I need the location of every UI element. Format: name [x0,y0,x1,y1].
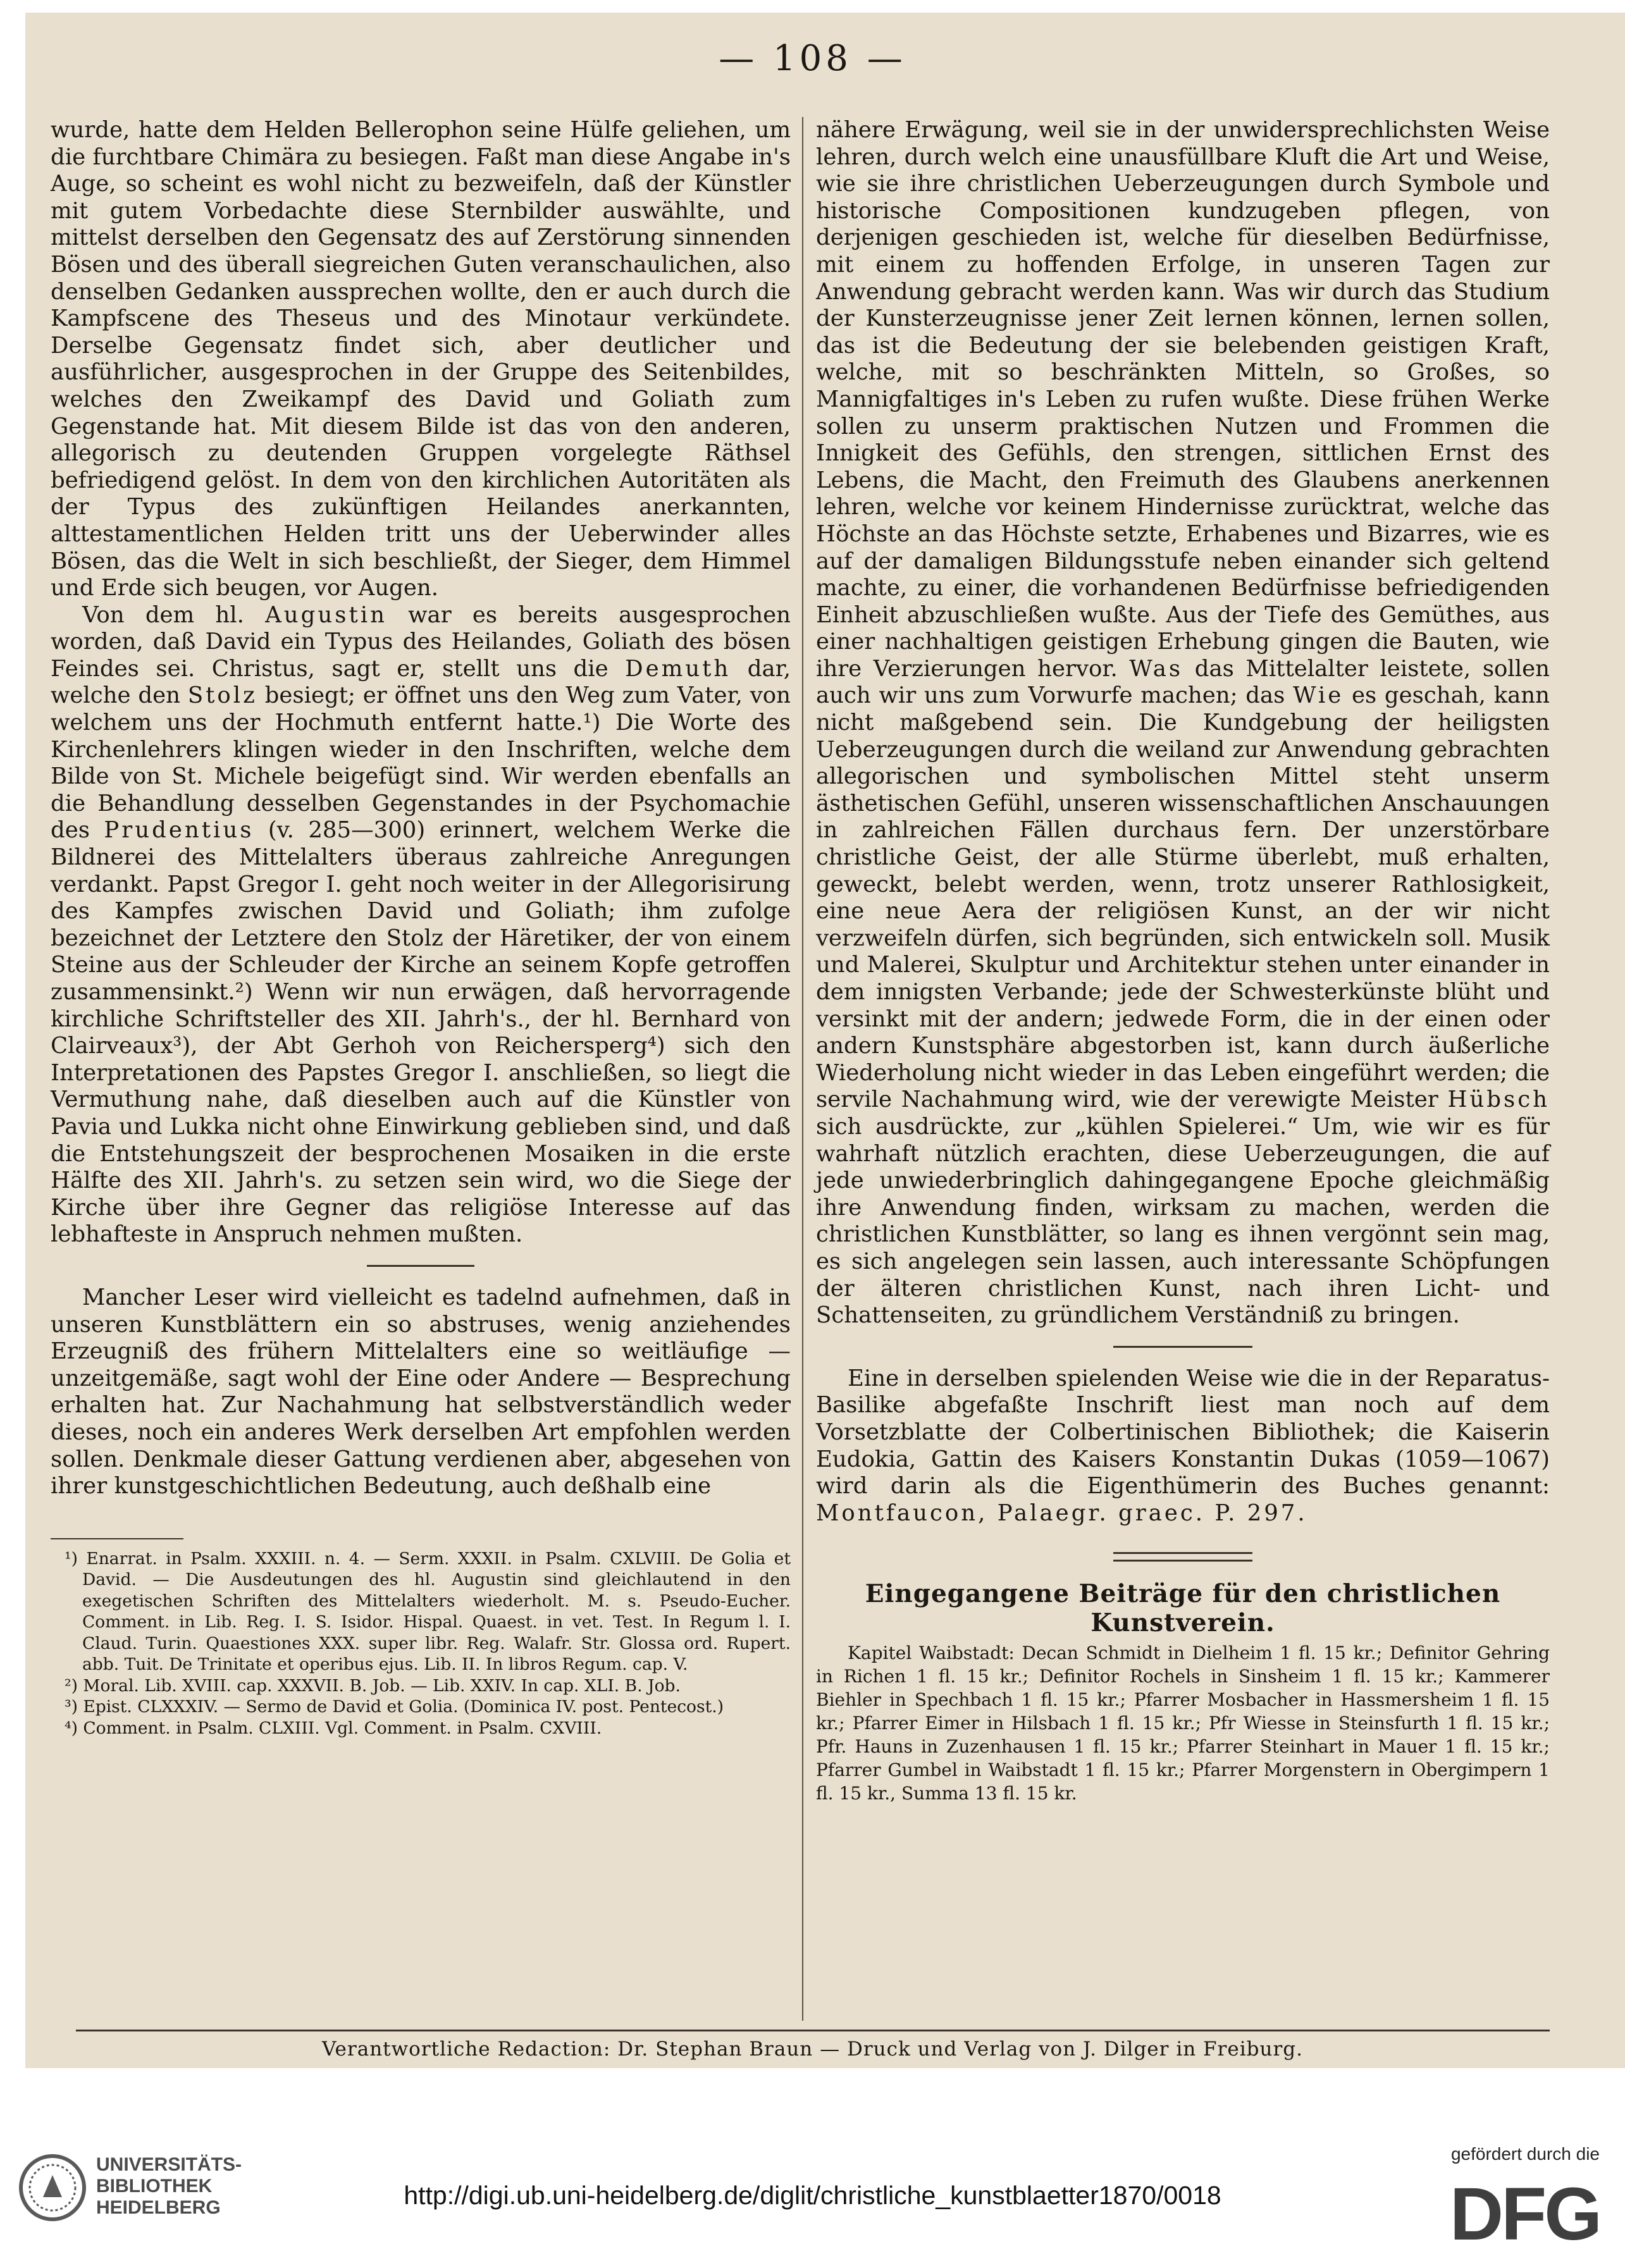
source-url-link[interactable]: http://digi.ub.uni-heidelberg.de/diglit/christliche_kunstblaetter1870/0018 [404,2181,1221,2210]
page-number: — 108 — [719,38,906,79]
paragraph-3: Mancher Leser wird vielleicht es tadelnd aufnehmen, daß in unseren Kunstblättern ein so abstruses, wenig anziehendes Erzeugniß des frühern Mittelalters eine so weitläufige — unzeitgemäße, sagt wohl der Eine oder Andere — Besprechung erhalten hat. Zur Nachahmung hat selbstverständlich weder dieses, noch ein anderes Werk derselben Art empfohlen werden sollen. Denkmale dieser Gattung verdienen aber, abgesehen von ihrer kunstgeschichtlichen Bedeutung, auch deßhalb eine [51,1284,791,1500]
footnote-3: ³) Epist. CLXXXIV. — Sermo de David et Golia. (Dominica IV. post. Pentecost.) [65,1697,724,1717]
word-demuth: Demuth [625,655,731,682]
word-wie: Wie [1293,682,1344,709]
imprint-rule [76,2030,1550,2031]
footnotes [51,1548,791,1739]
paragraph-1: wurde, hatte dem Helden Bellerophon seine Hülfe geliehen, um die furchtbare Chimära zu besiegen. Faßt man diese Angabe in's Auge, so scheint es wohl nicht zu bezweifeln, daß der Künstler mit gutem Vorbedachte diese Sternbilder auswählte, und mittelst derselben den Gegensatz des auf Zerstörung sinnenden Bösen und des überall siegreichen Guten veranschaulichen, also denselben Gedanken aussprechen wollte, den er auch durch die Kampfscene des Theseus und des Minotaur verkündete. Derselbe Gegensatz findet sich, aber deutlicher und ausführlicher, ausgesprochen in der Gruppe des Seitenbildes, welches den Zweikampf des David und Goliath zum Gegenstande hat. Mit diesem Bilde ist das von den anderen, allegorisch zu deutenden Gruppen vorgelegte Räthsel befriedigend gelöst. In dem von den kirchlichen Autoritäten als der Typus des zukünftigen Heilandes anerkannten, alttestamentlichen Helden tritt uns der Ueberwinder alles Bösen, das die Welt in sich beschließt, der Sieger, dem Himmel und Erde sich beugen, vor Augen. [51,117,791,601]
footnote-rule [51,1538,183,1539]
dfg-logo: DFG [1449,2172,1600,2256]
section-divider-right [1113,1346,1252,1348]
library-name: UNIVERSITÄTS- BIBLIOTHEK HEIDELBERG [96,2154,242,2218]
paragraph-4: nähere Erwägung, weil sie in der unwidersprechlichsten Weise lehren, durch welch eine unausfüllbare Kluft die Art und Weise, wie sie ihre christlichen Ueberzeugungen durch Symbole und historische Compositionen kundzugeben pflegen, von derjenigen geschieden ist, welche für dieselben Bedürfnisse, mit einem zu hoffenden Erfolge, in unseren Tagen zur Anwendung gebracht werden kann. Was wir durch das Studium der Kunsterzeugnisse jener Zeit lernen können, lernen sollen, das ist die Bedeutung der sie belebenden geistigen Kraft, welche, mit so beschränkten Mitteln, so Großes, so Mannigfaltiges in's Leben zu rufen wußte. Diese frühen Werke sollen zu unserm praktischen Nutzen und Frommen die Innigkeit des Gefühls, den strengen, sittlichen Ernst des Lebens, die Macht, den Freimuth des Glaubens anerkennen lehren, welche vor keinem Hindernisse zurücktrat, welche das Höchste an das Höchste setzte, Erhabenes und Bizarres, wie es auf der damaligen Bildungsstufe neben einander sich geltend machte, zu einer, die vorhandenen Bedürfnisse befriedigenden Einheit abzuschließen wußte. Aus der Tiefe des Gemüthes, aus einer nachhaltigen geistigen Erhebung gingen die Bauten, wie ihre Verzierungen hervor. Was das Mittelalter leistete, sollen auch wir uns zum Vorwurfe machen; das Wie es geschah, kann nicht maßgebend sein. Die Kundgebung der heiligsten Ueberzeugungen durch die weiland zur Anwendung gebrachten allegorischen und symbolischen Mittel steht unserm ästhetischen Gefühl, unseren wissenschaftlichen Anschauungen in zahlreichen Fällen durchaus fern. Der unzerstörbare christliche Geist, der alle Stürme überlebt, muß erhalten, geweckt, belebt werden, wenn, trotz unserer Rathlosigkeit, eine neue Aera der religiösen Kunst, an der wir nicht verzweifeln dürfen, sich begründen, sich entwickeln soll. Musik und Malerei, Skulptur und Architektur stehen unter einander in dem innigsten Verbande; jede der Schwesterkünste blüht und versinkt mit der andern; jedwede Form, die in der einen oder andern Kunstsphäre abgestorben ist, kann durch äußerliche Wiederholung nicht wieder in das Leben eingeführt werden; die servile Nachahmung wird, wie der verewigte Meister Hübsch sich ausdrückte, zur „kühlen Spielerei.“ Um, wie wir es für wahrhaft nützlich erachten, diese Ueberzeugungen, die auf jede unwiederbringlich dahingegangene Epoche gleichmäßig ihre Anwendung finden, wirksam zu machen, werden die christlichen Kunstblätter, so lang es ihnen vergönnt sein mag, es sich angelegen sein lassen, auch interessante Schöpfungen der älteren christlichen Kunst, nach ihren Licht- und Schattenseiten, zu gründlichem Verständniß zu bringen. [816,117,1550,1329]
name-prudentius: Prudentius [104,817,254,844]
paragraph-2: Von dem hl. Augustin war es bereits ausgesprochen worden, daß David ein Typus des Heilandes, Goliath des bösen Feindes sei. Christus, sagt er, stellt uns die Demuth dar, welche den Stolz besiegt; er öffnet uns den Weg zum Vater, von welchem uns der Hochmuth entfernt hatte.¹) Die Worte des Kirchenlehrers klingen wieder in den Inschriften, welche dem Bilde von St. Michele beigefügt sind. Wir werden ebenfalls an die Behandlung desselben Gegenstandes in der Psychomachie des Prudentius (v. 285—300) erinnert, welchem Werke die Bildnerei des Mittelalters überaus zahlreiche Anregungen verdankt. Papst Gregor I. geht noch weiter in der Allegorisirung des Kampfes zwischen David und Goliath; ihm zufolge bezeichnet der Letztere den Stolz der Häretiker, der von einem Steine aus der Schleuder der Kirche an seinem Kopfe getroffen zusammensinkt.²) Wenn wir nun erwägen, daß hervorragende kirchliche Schriftsteller des XII. Jahrh's., der hl. Bernhard von Clairveaux³), der Abt Gerhoh von Reichersperg⁴) sich den Interpretationen des Papstes Gregor I. anschließen, so liegt die Vermuthung nahe, daß dieselben auch auf die Künstler von Pavia und Lukka nicht ohne Einwirkung geblieben sind, und daß die Entstehungszeit der besprochenen Mosaiken in die erste Hälfte des XII. Jahrh's. zu setzen sein wird, wo die Siege der Kirche über ihre Gegner das religiöse Interesse auf das lebhafteste in Anspruch nehmen mußten. [51,601,791,1248]
right-column [816,117,1550,1805]
imprint: Verantwortliche Redaction: Dr. Stephan Braun — Druck und Verlag von J. Dilger in Freiburg. [322,2038,1303,2061]
left-column [51,117,791,1739]
citation-montfaucon: Montfaucon, Palaegr. graec. P. 297. [816,1500,1307,1526]
footnote-1: ¹) Enarrat. in Psalm. XXXIII. n. 4. — Serm. XXXII. in Psalm. CXLVIII. De Golia et David. — Die Ausdeutungen des hl. Augustin sind gleichlautend in den exegetischen Schriften des Mittelalters wiederholt. M. s. Pseudo-Eucher. Comment. in Lib. Reg. I. S. Isidor. Hispal. Quaest. in vet. Test. In Regum l. I. Claud. Turin. Quaestiones XXX. super libr. Reg. Walafr. Str. Glossa ord. Rupert. abb. Tuit. De Trinitate et operibus ejus. Lib. II. In libros Regum. cap. V. [65,1548,791,1675]
double-divider [1113,1552,1252,1562]
section-divider [367,1265,474,1267]
paragraph-5: Eine in derselben spielenden Weise wie die in der Reparatus-Basilike abgefaßte Inschrift liest man noch auf dem Vorsetzblatte der Colbertinischen Bibliothek; die Kaiserin Eudokia, Gattin des Kaisers Konstantin Dukas (1059—1067) wird darin als die Eigenthümerin des Buches genannt: Montfaucon, Palaegr. graec. P. 297. [816,1365,1550,1526]
word-stolz: Stolz [187,682,257,709]
name-augustin: Augustin [265,601,387,628]
digitization-footer [0,2131,1625,2268]
funding-caption: gefördert durch die [1450,2144,1600,2164]
word-was: Was [1129,655,1183,682]
footnote-4: ⁴) Comment. in Psalm. CLXIII. Vgl. Comment. in Psalm. CXVIII. [65,1718,602,1738]
footnote-2: ²) Moral. Lib. XVIII. cap. XXXVII. B. Job. — Lib. XXIV. In cap. XLI. B. Job. [65,1675,681,1696]
contributions-list: Kapitel Waibstadt: Decan Schmidt in Dielheim 1 fl. 15 kr.; Definitor Gehring in Richen 1 fl. 15 kr.; Definitor Rochels in Sinsheim 1 fl. 15 kr.; Kammerer Biehler in Spechbach 1 fl. 15 kr.; Pfarrer Mosbacher in Hassmersheim 1 fl. 15 kr.; Pfarrer Eimer in Hilsbach 1 fl. 15 kr.; Pfr Wiesse in Steinsfurth 1 fl. 15 kr.; Pfr. Hauns in Zuzenhausen 1 fl. 15 kr.; Pfarrer Steinhart in Mauer 1 fl. 15 kr.; Pfarrer Gumbel in Waibstadt 1 fl. 15 kr.; Pfarrer Morgenstern in Obergimpern 1 fl. 15 kr., Summa 13 fl. 15 kr. [816,1642,1550,1804]
section-heading: Eingegangene Beiträge für den christlichen Kunstverein. [865,1579,1501,1638]
name-huebsch: Hübsch [1447,1087,1550,1113]
column-divider [802,117,803,2021]
